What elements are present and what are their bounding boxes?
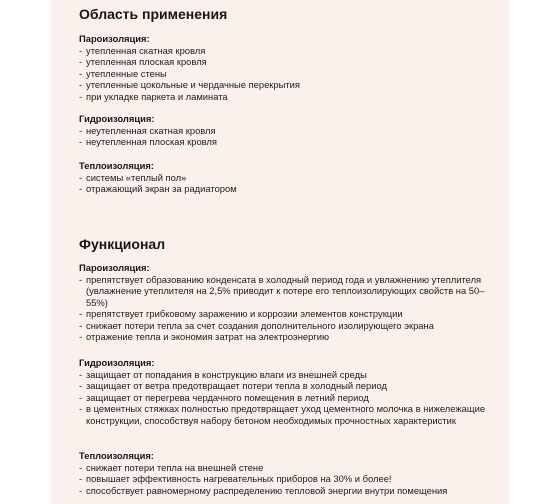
list-item: - повышает эффективность нагревательных приборов на 30% и более! <box>79 473 499 484</box>
functional-group-hydro <box>79 357 499 426</box>
list-item: - снижает потери тепла на внешней стене <box>79 462 499 473</box>
usage-hydro-list <box>79 125 499 148</box>
usage-group-thermal <box>79 160 499 195</box>
list-item: - при укладке паркета и ламината <box>79 91 499 102</box>
list-item: - утепленная скатная кровля <box>79 45 499 56</box>
functional-group-thermal <box>79 450 499 496</box>
list-item: - отражающий экран за радиатором <box>79 183 499 194</box>
list-item: - неутепленная плоская кровля <box>79 136 499 147</box>
list-item: - препятствует грибковому заражению и коррозии элементов конструкции <box>79 308 499 319</box>
functional-section-title: Функционал <box>79 236 166 252</box>
content-panel <box>51 0 509 504</box>
list-item: - защищает от попадания в конструкцию влаги из внешней среды <box>79 369 499 380</box>
list-item: - защищает от перегрева чердачного помещения в летний период <box>79 392 499 403</box>
functional-hydro-heading: Гидроизоляция: <box>79 357 155 368</box>
functional-thermal-heading: Теплоизоляция: <box>79 450 154 461</box>
list-item: - неутепленная скатная кровля <box>79 125 499 136</box>
list-item: - способствует равномерному распределению тепловой энергии внутри помещения <box>79 485 499 496</box>
functional-vapor-list <box>79 274 499 342</box>
list-item: - защищает от ветра предотвращает потери тепла в холодный период <box>79 380 499 391</box>
list-item: - утепленные цокольные и чердачные перекрытия <box>79 79 499 90</box>
functional-thermal-list <box>79 462 499 496</box>
list-item: - утепленная плоская кровля <box>79 56 499 67</box>
usage-group-vapor <box>79 33 499 102</box>
list-item: - снижает потери тепла за счет создания дополнительного изолирующего экрана <box>79 320 499 331</box>
usage-thermal-heading: Теплоизоляция: <box>79 160 154 171</box>
functional-group-vapor <box>79 262 499 342</box>
list-item: - отражение тепла и экономия затрат на электроэнергию <box>79 331 499 342</box>
usage-hydro-heading: Гидроизоляция: <box>79 113 155 124</box>
usage-vapor-heading: Пароизоляция: <box>79 33 150 44</box>
functional-vapor-heading: Пароизоляция: <box>79 262 150 273</box>
list-item: - утепленные стены <box>79 68 499 79</box>
usage-section-title: Область применения <box>79 6 228 22</box>
usage-vapor-list <box>79 45 499 102</box>
list-item: - в цементных стяжках полностью предотвращает уход цементного молочка в нижележащие конструкции, способствуя набору бетоном необходимых прочностных характеристик <box>79 403 499 426</box>
list-item: - системы «теплый пол» <box>79 172 499 183</box>
usage-thermal-list <box>79 172 499 195</box>
functional-hydro-list <box>79 369 499 426</box>
usage-group-hydro <box>79 113 499 148</box>
list-item: - препятствует образованию конденсата в холодный период года и увлажнению утеплителя (увлажнение утеплителя на 2,5% приводит к потере его теплоизолирующих свойств на 50–55%) <box>79 274 499 308</box>
